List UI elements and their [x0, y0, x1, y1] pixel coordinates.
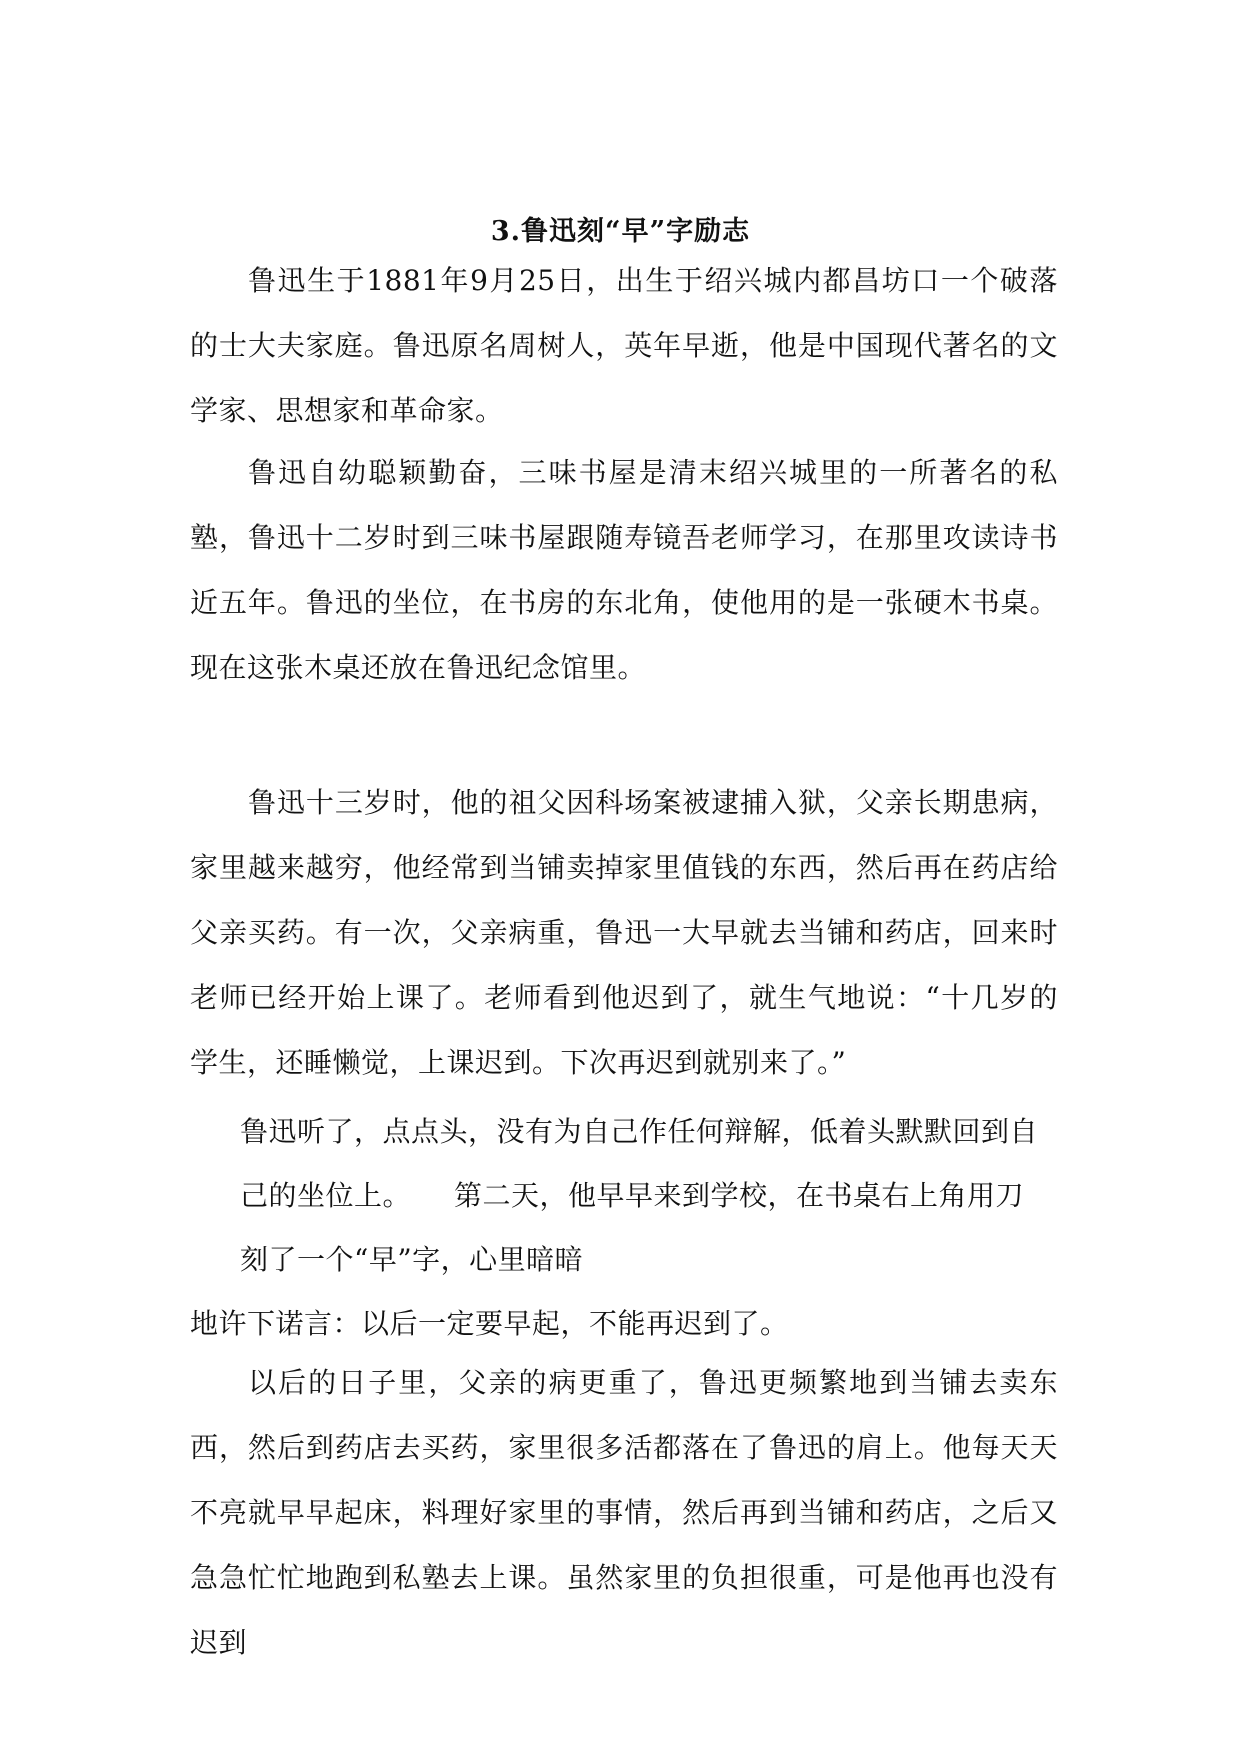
text-line-promise: 地许下诺言：以后一定要早起，不能再迟到了。	[190, 1307, 789, 1340]
paragraph-sanwei-shuwu: 鲁迅自幼聪颖勤奋，三味书屋是清末绍兴城里的一所著名的私塾，鲁迅十二岁时到三味书屋跟随寿镜吾老师学习，在那里攻读诗书近五年。鲁迅的坐位，在书房的东北角，使他用的是一张硬木书桌。现在这张木桌还放在鲁迅纪念馆里。	[190, 456, 1058, 684]
document-title: 3.鲁迅刻“早”字励志	[490, 216, 751, 247]
text-line-listened: 鲁迅听了，点点头，没有为自己作任何辩解，低着头默默回到自	[240, 1115, 1039, 1148]
paragraph-late-to-class: 鲁迅十三岁时，他的祖父因科场案被逮捕入狱，父亲长期患病，家里越来越穷，他经常到当铺卖掉家里值钱的东西，然后再在药店给父亲买药。有一次，父亲病重，鲁迅一大早就去当铺和药店，回来时老师已经开始上课了。老师看到他迟到了，就生气地说：“十几岁的学生，还睡懒觉，上课迟到。下次再迟到就别来了。”	[190, 786, 1058, 1079]
text-line-carved-zao: 刻了一个“早”字，心里暗暗	[240, 1243, 584, 1276]
text-line-next-day: 己的坐位上。 第二天，他早早来到学校，在书桌右上角用刀	[240, 1179, 1025, 1212]
paragraph-later-days: 以后的日子里，父亲的病更重了，鲁迅更频繁地到当铺去卖东西，然后到药店去买药，家里很多活都落在了鲁迅的肩上。他每天天不亮就早早起床，料理好家里的事情，然后再到当铺和药店，之后又急急忙忙地跑到私塾去上课。虽然家里的负担很重，可是他再也没有迟到	[190, 1366, 1058, 1659]
paragraph-birth: 鲁迅生于1881年9月25日，出生于绍兴城内都昌坊口一个破落的士大夫家庭。鲁迅原名周树人，英年早逝，他是中国现代著名的文学家、思想家和革命家。	[190, 264, 1058, 427]
